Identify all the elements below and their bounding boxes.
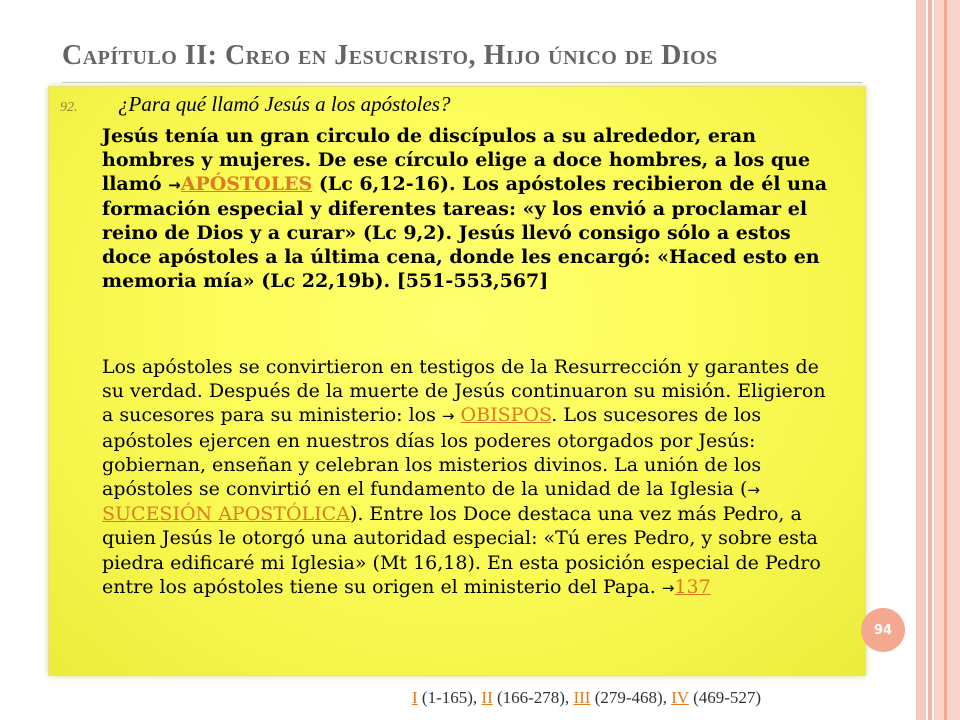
link-obispos[interactable]: OBISPOS [460,404,552,427]
answer-paragraph-2 [102,355,842,600]
footer-link-part-3[interactable]: III [573,688,591,707]
footer-range: (279-468), [594,688,667,707]
footer-range: (1-165), [421,688,478,707]
link-sucesion-apostolica[interactable]: SUCESIÓN APOSTÓLICA [102,503,350,526]
footer-nav [412,688,852,708]
para1-text-b: (Lc 6,12-16). Los apóstoles recibieron de él una formación especial y diferentes tareas: «y los envió a proclamar el reino de Dios y a curar» (Lc 9,2). Jesús llevó consigo sólo a estos doce apóstoles a la última cena, donde les encargó: «Haced esto en memoria mía» (Lc 22,19b). [551-553,567] [102,173,828,292]
footer-link-part-2[interactable]: II [481,688,493,707]
question-line [60,92,840,117]
decorative-stripe [916,0,926,720]
link-137[interactable]: 137 [674,575,711,598]
para2-text-b: . Los sucesores de los apóstoles ejercen en nuestros días los poderes otorgados por Jesús: gobiernan, enseñan y celebran los misterios divinos. La unión de los apóstoles se convirtió en el fundamento de la unidad de la Iglesia ( [102,404,762,501]
answer-paragraph-1 [102,124,842,293]
decorative-stripe [944,0,947,720]
page-title: Capítulo II: Creo en Jesucristo, Hijo único de Dios [62,40,718,71]
arrow-right-icon: → [168,176,181,194]
decorative-stripe [928,0,932,720]
footer-range: (469-527) [693,688,762,707]
arrow-right-icon: → [441,407,455,426]
link-apostoles[interactable]: APÓSTOLES [180,173,313,195]
decorative-stripe [934,0,960,720]
footer-link-part-1[interactable]: I [412,688,418,707]
question-number: 92. [60,100,78,115]
footer-link-part-4[interactable]: IV [671,688,689,707]
title-divider [62,82,862,83]
page-number-badge: 94 [861,608,905,652]
arrow-right-icon: → [747,481,760,500]
question-text: ¿Para qué llamó Jesús a los apóstoles? [118,92,451,116]
para2-text-a: Los apóstoles se convirtieron en testigos de la Resurrección y garantes de su verdad. Después de la muerte de Jesús continuaron su misión. Eligieron a sucesores para su ministerio: los [102,356,826,427]
para2-text-c: ). Entre los Doce destaca una vez más Pedro, a quien Jesús le otorgó una autoridad especial: «Tú eres Pedro, y sobre esta piedra edificaré mi Iglesia» (Mt 16,18). En esta posición especial de Pedro entre los apóstoles tiene su origen el ministerio del Papa. [102,503,821,598]
para1-text-a: Jesús tenía un gran circulo de discípulos a su alrededor, eran hombres y mujeres. De ese círculo elige a doce hombres, a los que llamó [102,125,811,195]
footer-range: (166-278), [496,688,570,707]
arrow-right-icon: → [661,578,675,597]
